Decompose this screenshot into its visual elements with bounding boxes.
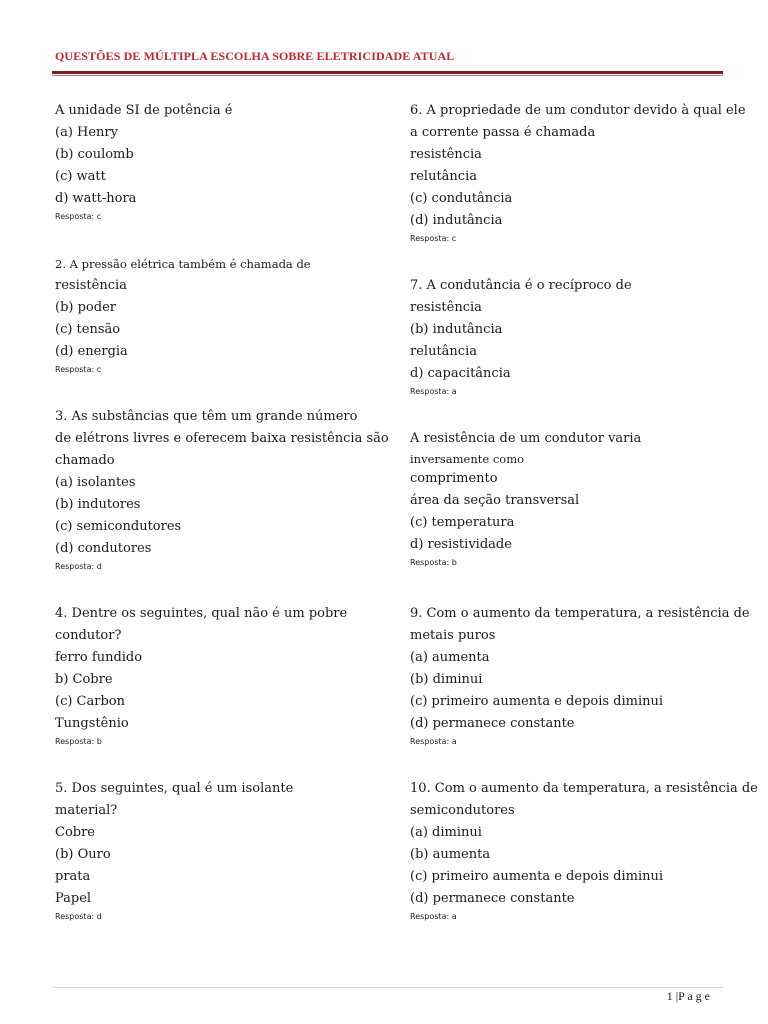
option-line: (a) Henry (55, 125, 118, 140)
option-line: Cobre (55, 825, 96, 840)
question-text: A resistência de um condutor varia (410, 431, 642, 446)
question-text: 4. Dentre os seguintes, qual não é um pobre (55, 606, 348, 621)
question-text: 10. Com o aumento da temperatura, a resistência de (410, 781, 758, 796)
question-text: de elétrons livres e oferecem baixa resistência são (55, 431, 389, 446)
option-line: (b) coulomb (55, 147, 134, 162)
question-2 (55, 253, 385, 376)
option-line: (c) primeiro aumenta e depois diminui (410, 869, 664, 884)
option-line: (a) diminui (410, 825, 482, 840)
question-text: metais puros (410, 628, 496, 643)
option-line: (d) energia (55, 344, 128, 359)
document-title: QUESTÕES DE MÚLTIPLA ESCOLHA SOBRE ELETRICIDADE ATUAL (55, 49, 455, 63)
footer-divider (52, 987, 723, 988)
option-line: (d) condutores (55, 541, 152, 556)
option-line: ferro fundido (55, 650, 143, 665)
option-line: área da seção transversal (410, 493, 580, 508)
option-line: (b) poder (55, 300, 116, 315)
question-text: inversamente como (410, 452, 525, 466)
question-9 (410, 603, 750, 748)
answer-label: Resposta: b (55, 737, 102, 746)
question-text: 7. A condutância é o recíproco de (410, 278, 632, 293)
question-5 (55, 778, 385, 923)
page-number: 1 |P a g e (666, 989, 710, 1003)
question-6 (410, 100, 745, 245)
header-divider (52, 71, 723, 74)
answer-label: Resposta: d (55, 562, 102, 571)
answer-label: Resposta: d (55, 912, 102, 921)
option-line: (a) aumenta (410, 650, 490, 665)
option-line: d) capacitância (410, 366, 511, 381)
option-line: (b) indutores (55, 497, 141, 512)
option-line: (b) Ouro (55, 847, 111, 862)
option-line: (b) aumenta (410, 847, 491, 862)
option-line: comprimento (410, 471, 498, 486)
answer-label: Resposta: c (410, 234, 457, 243)
answer-label: Resposta: c (55, 365, 102, 374)
option-line: (a) isolantes (55, 475, 136, 490)
option-line: (d) permanece constante (410, 716, 575, 731)
question-3 (55, 406, 389, 573)
question-text: 6. A propriedade de um condutor devido à qual ele (410, 103, 746, 118)
question-text: 9. Com o aumento da temperatura, a resistência de (410, 606, 750, 621)
question-10 (410, 778, 758, 923)
option-line: relutância (410, 169, 477, 184)
option-line: (b) indutância (410, 322, 503, 337)
answer-label: Resposta: c (55, 212, 102, 221)
answer-label: Resposta: a (410, 737, 457, 746)
question-text: a corrente passa é chamada (410, 125, 596, 140)
option-line: (c) primeiro aumenta e depois diminui (410, 694, 664, 709)
option-line: Tungstênio (55, 716, 129, 731)
option-line: resistência (410, 300, 482, 315)
question-text: 2. A pressão elétrica também é chamada de (55, 257, 311, 271)
option-line: (d) permanece constante (410, 891, 575, 906)
option-line: prata (55, 869, 91, 884)
answer-label: Resposta: b (410, 558, 457, 567)
question-text: 3. As substâncias que têm um grande número (55, 409, 358, 424)
question-text: 5. Dos seguintes, qual é um isolante (55, 781, 294, 796)
option-line: (c) tensão (55, 322, 121, 337)
question-text: semicondutores (410, 803, 515, 818)
option-line: Papel (55, 891, 92, 906)
option-line: (c) condutância (410, 191, 513, 206)
question-text: condutor? (55, 628, 122, 643)
header-divider-thin (52, 75, 723, 76)
option-line: resistência (55, 278, 127, 293)
option-line: (c) temperatura (410, 515, 515, 530)
option-line: d) resistividade (410, 537, 512, 552)
answer-label: Resposta: a (410, 387, 457, 396)
question-text: A unidade SI de potência é (55, 103, 233, 118)
answer-label: Resposta: a (410, 912, 457, 921)
option-line: relutância (410, 344, 477, 359)
question-text: material? (55, 803, 118, 818)
option-line: (b) diminui (410, 672, 483, 687)
option-line: d) watt-hora (55, 191, 137, 206)
option-line: (c) Carbon (55, 694, 125, 709)
question-1 (55, 100, 385, 223)
question-8 (410, 428, 745, 569)
question-4 (55, 603, 385, 748)
option-line: (c) watt (55, 169, 106, 184)
option-line: (d) indutância (410, 213, 503, 228)
question-7 (410, 275, 745, 398)
option-line: b) Cobre (55, 672, 113, 687)
option-line: (c) semicondutores (55, 519, 182, 534)
option-line: resistência (410, 147, 482, 162)
question-text: chamado (55, 453, 115, 468)
